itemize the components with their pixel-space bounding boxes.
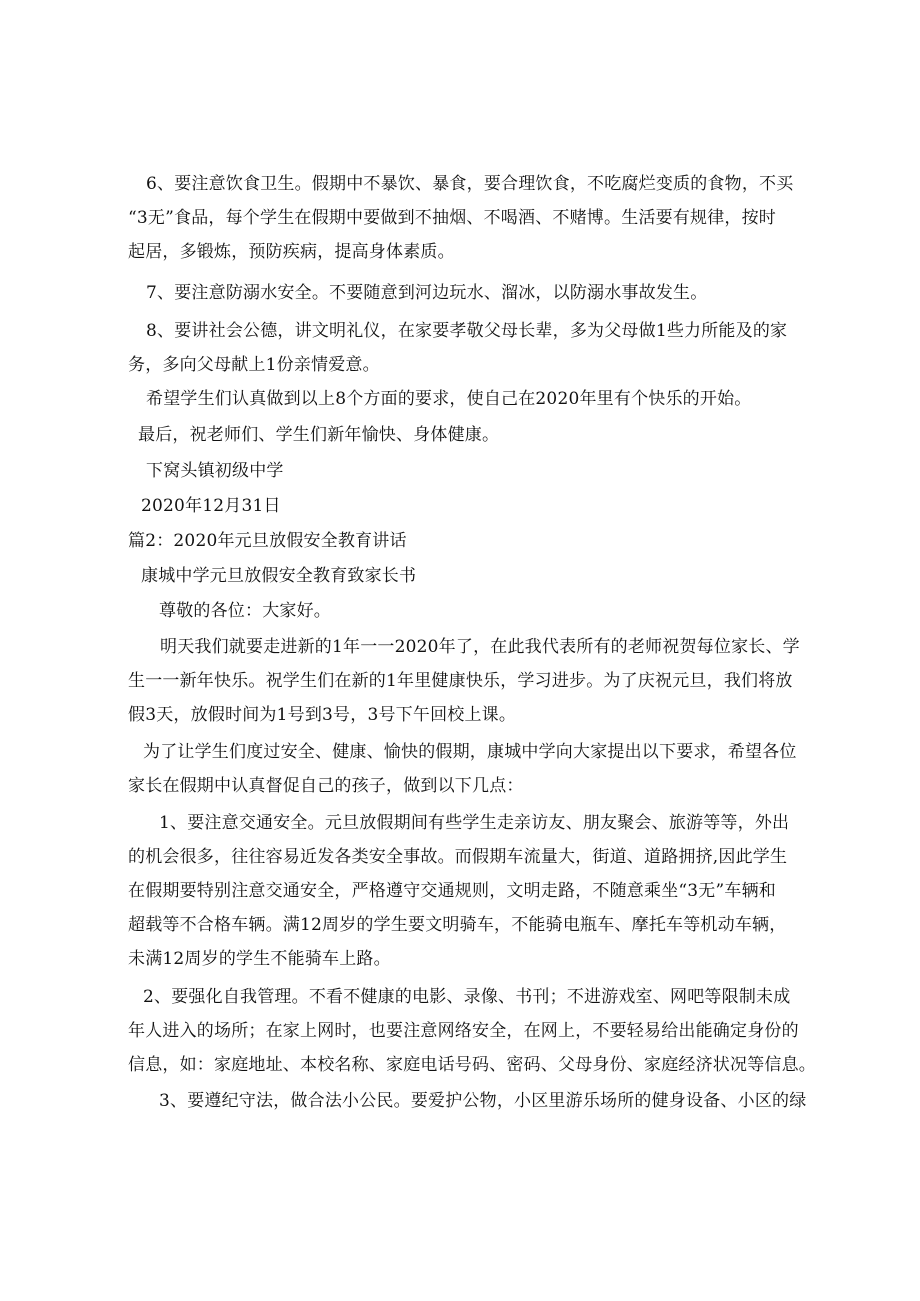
- paragraph-7: 7、要注意防溺水安全。不要随意到河边玩水、溜冰，以防溺水事故发生。: [146, 283, 708, 303]
- letter-title: 康城中学元旦放假安全教育致家长书: [141, 566, 417, 586]
- letter-intro-line-1: 明天我们就要走进新的1年一一2020年了，在此我代表所有的老师祝贺每位家长、学: [160, 637, 800, 657]
- point-1-line-5: 未满12周岁的学生不能骑车上路。: [128, 949, 391, 969]
- paragraph-6-line-3: 起居，多锻炼，预防疾病，提高身体素质。: [128, 242, 455, 262]
- point-2-line-1: 2、要强化自我管理。不看不健康的电影、录像、书刊；不进游戏室、网吧等限制未成: [143, 987, 791, 1007]
- section-heading-2: 篇2：2020年元旦放假安全教育讲话: [128, 531, 407, 551]
- closing-hope: 希望学生们认真做到以上8个方面的要求，使自己在2020年里有个快乐的开始。: [146, 389, 752, 409]
- point-1-line-3: 在假期要特别注意交通安全，严格遵守交通规则，文明走路，不随意乘坐“3无”车辆和: [128, 881, 776, 901]
- paragraph-8-line-2: 务，多向父母献上1份亲情爱意。: [128, 355, 380, 375]
- letter-greeting: 尊敬的各位：大家好。: [159, 601, 331, 621]
- point-3-line-1: 3、要遵纪守法，做合法小公民。要爱护公物，小区里游乐场所的健身设备、小区的绿: [159, 1091, 807, 1111]
- requirements-intro-line-2: 家长在假期中认真督促自己的孩子，做到以下几点：: [128, 776, 524, 796]
- point-1-line-4: 超载等不合格车辆。满12周岁的学生要文明骑车，不能骑电瓶车、摩托车等机动车辆，: [128, 915, 787, 935]
- point-1-line-2: 的机会很多，往往容易近发各类安全事故。而假期车流量大，街道、道路拥挤,因此学生: [128, 847, 788, 867]
- point-2-line-3: 信息，如：家庭地址、本校名称、家庭电话号码、密码、父母身份、家庭经济状况等信息。: [128, 1055, 816, 1075]
- requirements-intro-line-1: 为了让学生们度过安全、健康、愉快的假期，康城中学向大家提出以下要求，希望各位: [143, 742, 797, 762]
- letter-intro-line-3: 假3天，放假时间为1号到3号，3号下午回校上课。: [128, 705, 517, 725]
- school-signature: 下窝头镇初级中学: [146, 461, 284, 481]
- letter-intro-line-2: 生一一新年快乐。祝学生们在新的1年里健康快乐，学习进步。为了庆祝元旦，我们将放: [128, 671, 793, 691]
- paragraph-6-line-1: 6、要注意饮食卫生。假期中不暴饮、暴食，要合理饮食，不吃腐烂变质的食物，不买: [146, 174, 794, 194]
- paragraph-8-line-1: 8、要讲社会公德，讲文明礼仪，在家要孝敬父母长辈，多为父母做1些力所能及的家: [146, 321, 788, 341]
- point-2-line-2: 年人进入的场所；在家上网时，也要注意网络安全，在网上，不要轻易给出能确定身份的: [128, 1021, 799, 1041]
- closing-wishes: 最后，祝老师们、学生们新年愉快、身体健康。: [138, 425, 500, 445]
- paragraph-6-line-2: “3无”食品，每个学生在假期中要做到不抽烟、不喝酒、不赌博。生活要有规律，按时: [128, 208, 776, 228]
- signature-date: 2020年12月31日: [141, 496, 281, 516]
- point-1-line-1: 1、要注意交通安全。元旦放假期间有些学生走亲访友、朋友聚会、旅游等等，外出: [159, 813, 790, 833]
